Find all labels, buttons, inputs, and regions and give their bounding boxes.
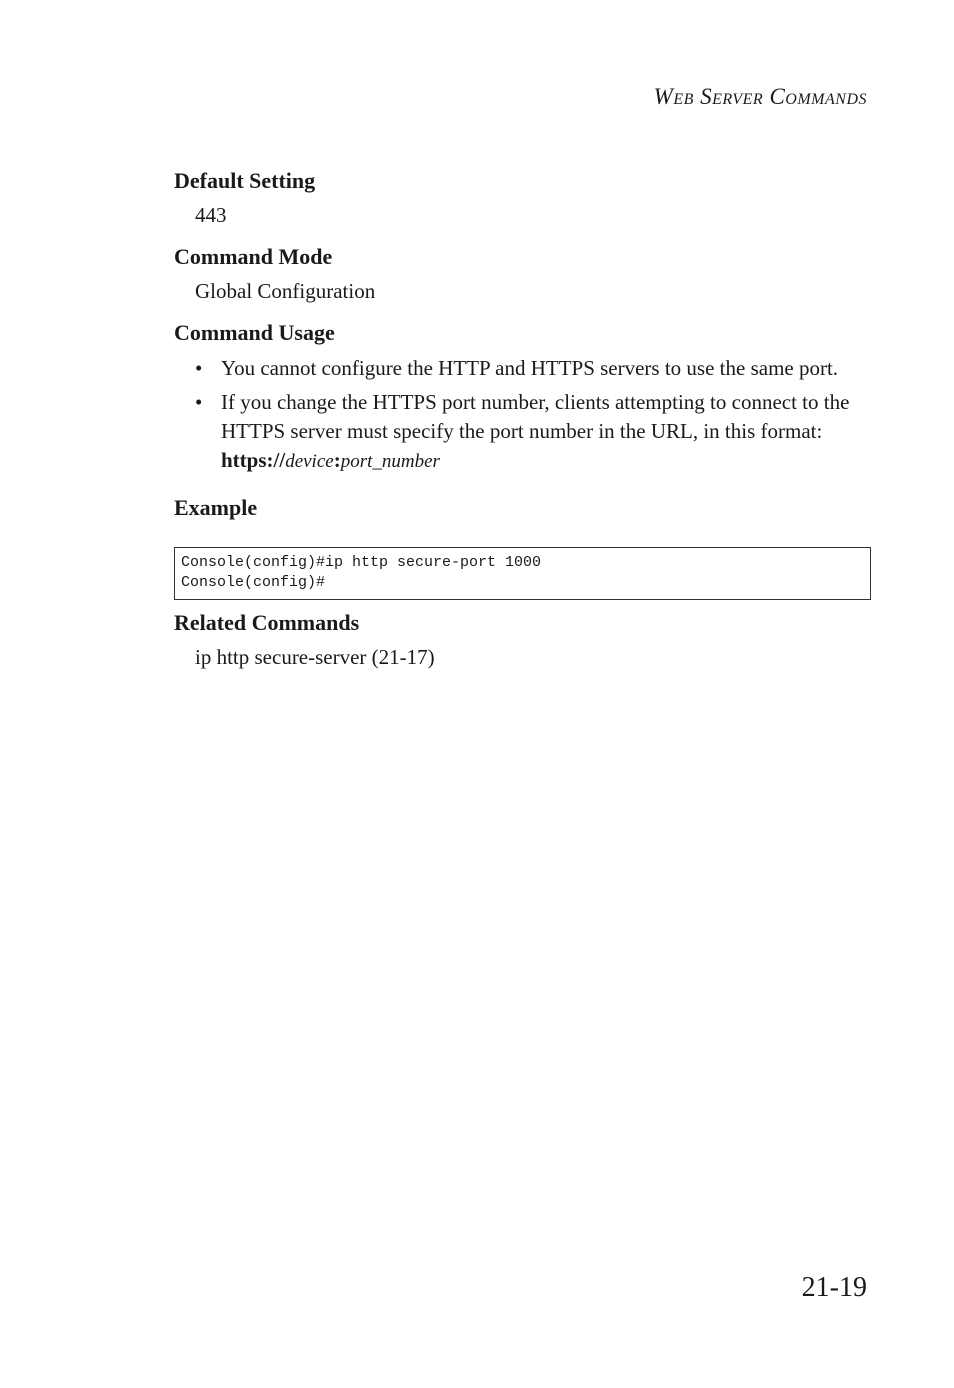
section-title-command-mode: Command Mode xyxy=(174,244,333,269)
usage-item-text: You cannot configure the HTTP and HTTPS servers to use the same port. xyxy=(221,356,839,380)
page-content xyxy=(174,166,871,672)
list-item xyxy=(195,388,871,476)
url-device: device xyxy=(285,451,334,472)
url-scheme: https:// xyxy=(221,448,286,472)
code-example-box xyxy=(174,547,871,600)
url-port: port_number xyxy=(340,451,440,472)
running-header: Web Server Commands xyxy=(653,84,867,109)
section-title-default-setting: Default Setting xyxy=(174,168,316,193)
code-line: Console(config)# xyxy=(181,574,326,591)
section-title-command-usage: Command Usage xyxy=(174,320,335,345)
usage-item-text: If you change the HTTPS port number, clients attempting to connect to the HTTPS server must specify the port number in the URL, in this format: xyxy=(221,390,850,443)
bullet-icon: • xyxy=(195,356,203,380)
bullet-icon: • xyxy=(195,390,203,414)
command-mode-value: Global Configuration xyxy=(195,279,376,303)
code-line: Console(config)#ip http secure-port 1000 xyxy=(181,554,542,571)
section-title-example: Example xyxy=(174,495,258,520)
page-number: 21-19 xyxy=(801,1272,867,1303)
list-item xyxy=(195,354,871,383)
default-setting-value: 443 xyxy=(195,203,227,227)
section-title-related-commands: Related Commands xyxy=(174,610,360,635)
related-command-value: ip http secure-server (21-17) xyxy=(195,645,435,669)
url-colon: : xyxy=(333,448,341,472)
command-usage-list xyxy=(195,354,871,476)
